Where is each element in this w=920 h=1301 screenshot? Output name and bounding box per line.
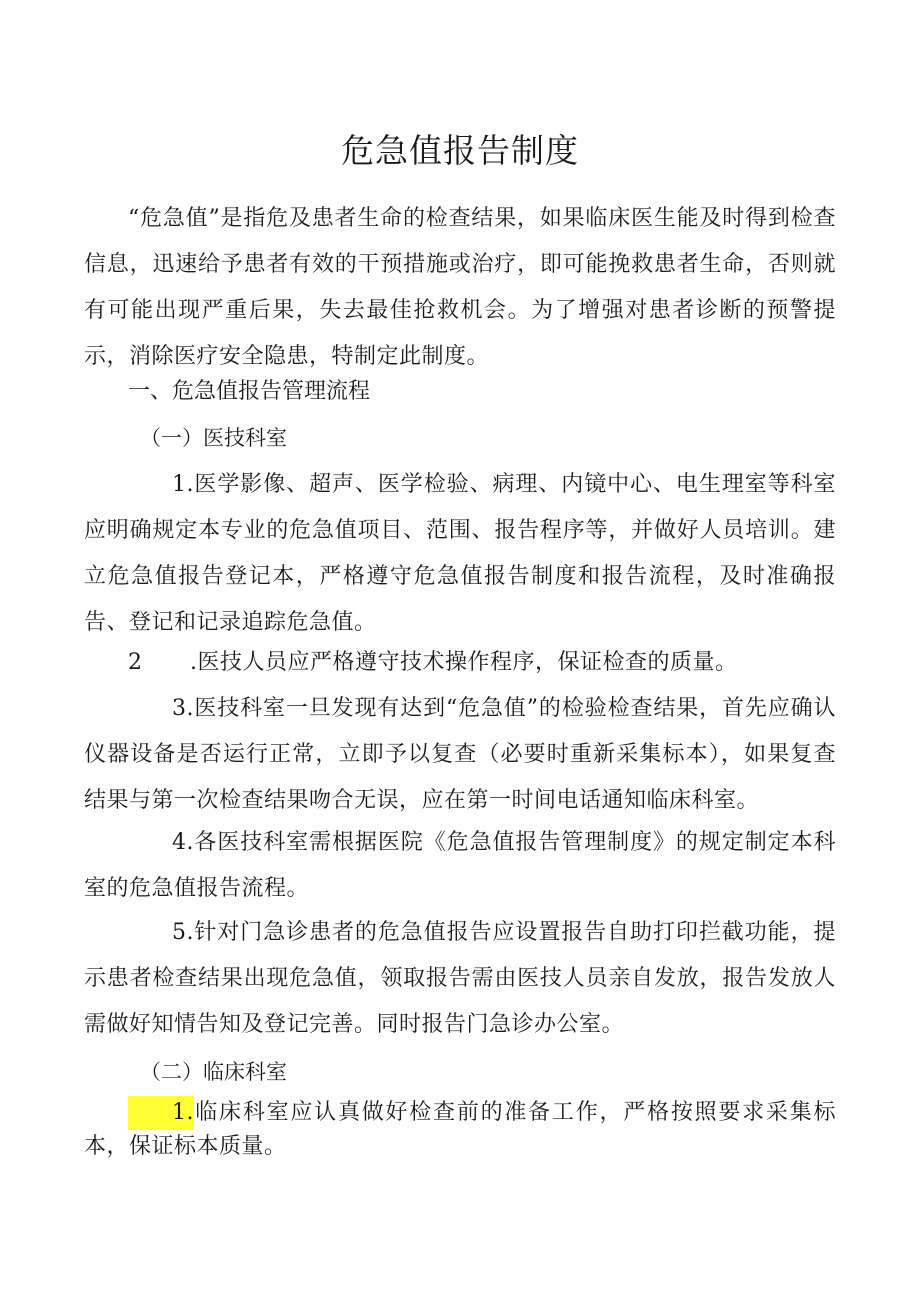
item-number: 5 xyxy=(172,920,187,945)
item-text: .医学影像、超声、医学检验、病理、内镜中心、电生理室等科室应明确规定本专业的危急值项目、范围、报告程序等，并做好人员培训。建立危急值报告登记本，严格遵守危急值报告制度和报告流程，及时准确报告、登记和记录追踪危急值。 xyxy=(84,472,836,635)
subsection-heading-medical-tech: （一）医技科室 xyxy=(140,426,287,450)
list-item-a5 xyxy=(84,910,836,1048)
subsection-heading-clinical: （二）临床科室 xyxy=(140,1060,287,1084)
item-text: 临床科室应认真做好检查前的准备工作，严格按照要求采集标本，保证标本质量。 xyxy=(84,1100,836,1159)
intro-paragraph: “危急值”是指危及患者生命的检查结果，如果临床医生能及时得到检查信息，迅速给予患者有效的干预措施或治疗，即可能挽救患者生命，否则就有可能出现严重后果，失去最佳抢救机会。为了增强对患者诊断的预警提示，消除医疗安全隐患，特制定此制度。 xyxy=(84,206,836,369)
item-text: .各医技科室需根据医院《危急值报告管理制度》的规定制定本科室的危急值报告流程。 xyxy=(84,830,836,901)
item-number: 4 xyxy=(172,830,187,855)
section-heading-1: 一、危急值报告管理流程 xyxy=(128,379,371,404)
item-number-highlighted: 1. xyxy=(128,1096,194,1130)
list-item-a3 xyxy=(84,686,836,824)
list-item-a1 xyxy=(84,462,836,646)
item-text: .针对门急诊患者的危急值报告应设置报告自助打印拦截功能，提示患者检查结果出现危急值，领取报告需由医技人员亲自发放，报告发放人需做好知情告知及登记完善。同时报告门急诊办公室。 xyxy=(84,920,836,1037)
item-number: 3 xyxy=(172,696,187,721)
list-item-b1 xyxy=(84,1096,836,1164)
document-title: 危急值报告制度 xyxy=(341,131,579,170)
item-number: 1 xyxy=(172,472,187,497)
list-item-a2 xyxy=(84,640,836,686)
list-item-a4 xyxy=(84,820,836,912)
item-text: .医技科室一旦发现有达到“危急值”的检验检查结果，首先应确认仪器设备是否运行正常，立即予以复查（必要时重新采集标本），如果复查结果与第一次检查结果吻合无误，应在第一时间电话通知临床科室。 xyxy=(84,696,836,813)
item-text: .医技人员应严格遵守技术操作程序，保证检查的质量。 xyxy=(190,650,738,675)
item-number: 2 xyxy=(128,650,143,675)
